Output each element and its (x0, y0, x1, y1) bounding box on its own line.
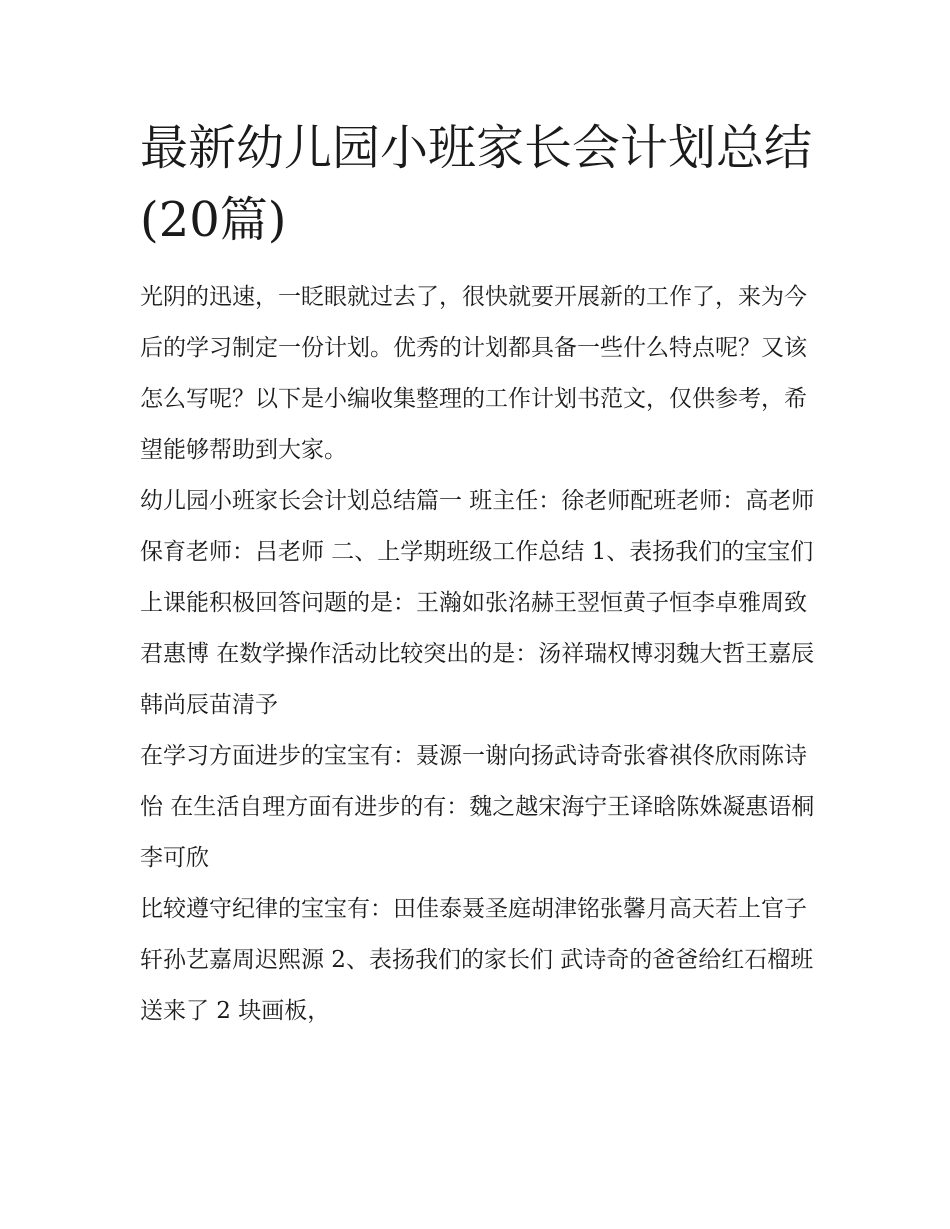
paragraph-intro: 光阴的迅速，一眨眼就过去了，很快就要开展新的工作了，来为今后的学习制定一份计划。优秀的计划都具备一些什么特点呢？又该怎么写呢？以下是小编收集整理的工作计划书范文，仅供参考，希望能够帮助到大家。 (140, 284, 807, 463)
document-title: 最新幼儿园小班家长会计划总结(20篇) (140, 120, 813, 248)
paragraph-class-answers: 上课能积极回答问题的是：王瀚如张洺赫王翌恒黄子恒李卓雅周致君惠博 在数学操作活动比较突出的是：汤祥瑞权博羽魏大哲王嘉辰韩尚辰苗清予 (140, 590, 815, 718)
paragraph-staff: 幼儿园小班家长会计划总结篇一 班主任：徐老师配班老师：高老师保育老师：吕老师 二、上学期班级工作总结 1、表扬我们的宝宝们 (140, 488, 815, 565)
paragraph-progress: 在学习方面进步的宝宝有：聂源一谢向扬武诗奇张睿祺佟欣雨陈诗怡 在生活自理方面有进步的有：魏之越宋海宁王译晗陈姝凝惠语桐李可欣 (140, 743, 815, 871)
document-body (140, 272, 820, 1037)
paragraph-discipline: 比较遵守纪律的宝宝有：田佳泰聂圣庭胡津铭张馨月高天若上官子轩孙艺嘉周迟熙源 2、表扬我们的家长们 武诗奇的爸爸给红石榴班送来了 2 块画板， (140, 896, 814, 1024)
document-content (140, 112, 820, 1037)
